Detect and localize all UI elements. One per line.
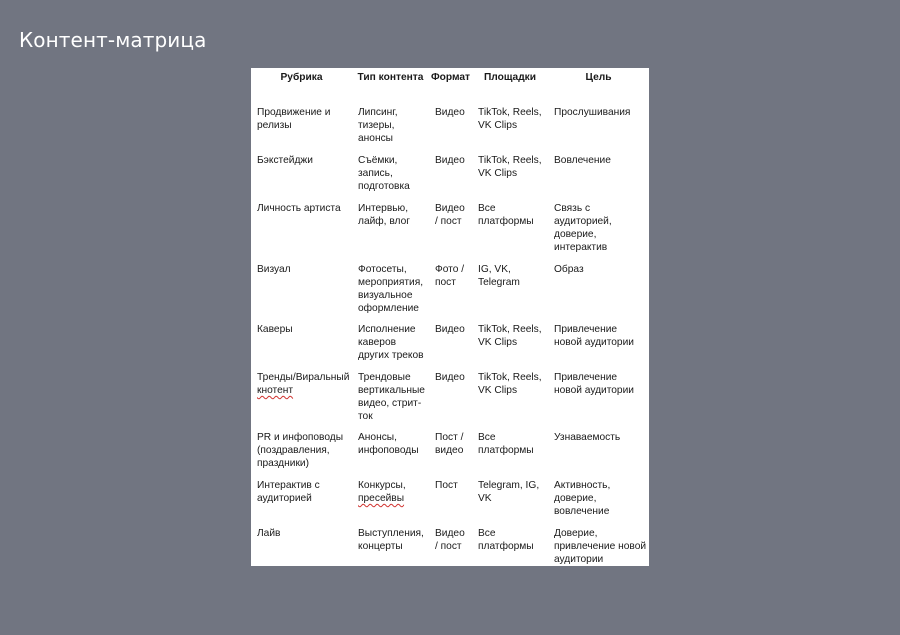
cell-platforms: TikTok, Reels, VK Clips [478,155,542,179]
cell-platforms: Все платформы [478,203,534,227]
cell-goal: Доверие, привлечение новой аудитории [554,528,647,565]
header-rubric: Рубрика [280,72,323,83]
cell-platforms: Все платформы [478,432,534,456]
header-goal: Цель [585,72,612,83]
cell-format: Видео [435,107,465,118]
cell-goal: Привлечение новой аудитории [554,324,634,348]
cell-content-type: Трендовые вертикальные видео, стрит-ток [358,372,425,422]
rubric-text: Тренды/Виральный [257,372,350,383]
content-type-text: Конкурсы, [358,480,406,491]
header-format: Формат [430,72,471,83]
cell-rubric: Продвижение и релизы [257,107,331,131]
cell-goal: Вовлечение [554,155,611,166]
cell-rubric: Бэкстейджи [257,155,313,166]
content-matrix-table [251,68,649,566]
cell-content-type: Съёмки, запись, подготовка [358,155,410,192]
table-row [251,154,649,202]
cell-content-type: Интервью, лайф, влог [358,203,410,227]
cell-content-type: Фотосеты, мероприятия, визуальное оформление [358,264,424,314]
cell-rubric: Визуал [257,264,291,275]
table-row [251,371,649,431]
header-content-type: Тип контента [357,72,424,83]
table-row [251,263,649,323]
cell-goal: Связь с аудиторией, доверие, интерактив [554,203,612,253]
cell-goal: Привлечение новой аудитории [554,372,634,396]
cell-format: Видео [435,372,465,383]
cell-content-type: Липсинг, тизеры, анонсы [358,107,398,144]
cell-content-type: Исполнение каверов других треков [358,324,424,361]
table-row [251,431,649,479]
slide-title: Контент-матрица [19,28,207,52]
document-page [251,68,649,566]
cell-platforms: TikTok, Reels, VK Clips [478,324,542,348]
cell-format: Видео [435,155,465,166]
cell-format: Пост [435,480,458,491]
cell-format: Видео [435,324,465,335]
table-header-row [251,68,649,106]
header-platforms: Площадки [483,72,537,83]
cell-platforms: Все платформы [478,528,534,552]
cell-goal: Узнаваемость [554,432,621,443]
cell-goal: Активность, доверие, вовлечение [554,480,611,517]
cell-platforms: IG, VK, Telegram [478,264,520,288]
table-row [251,202,649,263]
cell-rubric: Лайв [257,528,281,539]
table-row [251,323,649,371]
table-row [251,527,649,566]
misspelled-word: пресейвы [358,493,405,504]
cell-format: Видео / пост [435,203,465,227]
cell-format: Видео / пост [435,528,465,552]
cell-goal: Прослушивания [554,107,631,118]
cell-rubric: Личность артиста [257,203,341,214]
cell-content-type: Выступления, концерты [358,528,424,552]
cell-platforms: TikTok, Reels, VK Clips [478,107,542,131]
cell-content-type: Анонсы, инфоповоды [358,432,419,456]
cell-goal: Образ [554,264,584,275]
cell-content-type [352,479,429,527]
cell-platforms: TikTok, Reels, VK Clips [478,372,542,396]
cell-rubric: Интерактив с аудиторией [257,480,320,504]
cell-platforms: Telegram, IG, VK [478,480,540,504]
cell-format: Пост / видео [435,432,464,456]
table-row [251,479,649,527]
table-row [251,106,649,154]
cell-rubric: PR и инфоповоды (поздравления, праздники) [257,432,344,469]
cell-format: Фото / пост [435,264,465,288]
cell-rubric: Каверы [257,324,293,335]
cell-rubric [251,371,352,431]
misspelled-word: кнотент [257,385,294,396]
